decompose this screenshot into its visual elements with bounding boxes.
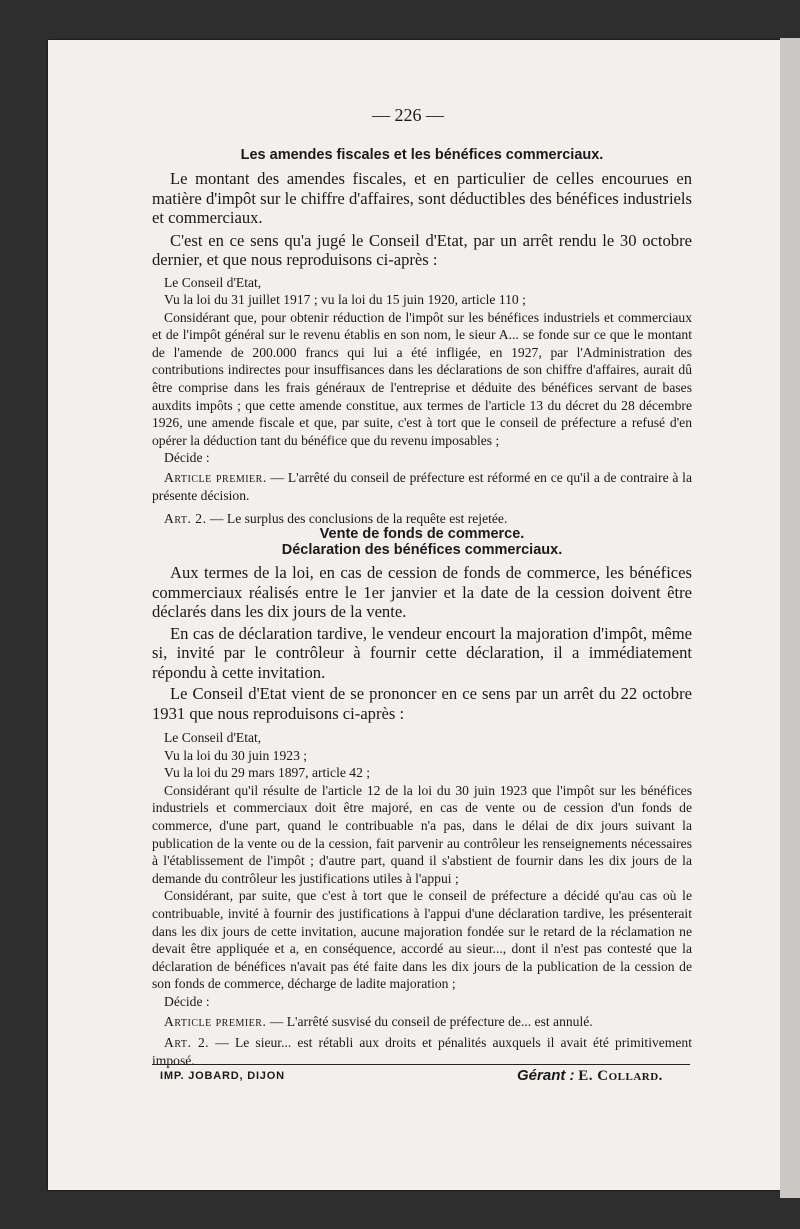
- article-label: Art. 2.: [164, 1035, 210, 1051]
- section-fiscal-fines: [152, 147, 692, 528]
- decision-text: Décide :: [164, 450, 210, 466]
- section-title: Vente de fonds de commerce.: [319, 526, 525, 542]
- section-business-sale: [152, 526, 692, 1069]
- section-title: Les amendes fiscales et les bénéfices commerciaux.: [240, 147, 604, 163]
- paragraph: C'est en ce sens qu'a jugé le Conseil d'Etat, par un arrêt rendu le 30 octobre dernier, et que nous reproduisons ci-après :: [152, 230, 692, 269]
- paragraph: En cas de déclaration tardive, le vendeur encourt la majoration d'impôt, même si, invité par le contrôleur à fournir cette déclaration, il a immédiatement répondu à cette invitation.: [152, 623, 692, 682]
- manager-signature: [517, 1067, 663, 1085]
- article-label: Article premier.: [164, 1013, 267, 1029]
- page-number: — 226 —: [372, 105, 444, 125]
- manager-label: Gérant :: [517, 1067, 575, 1084]
- decision-text: Décide :: [164, 993, 210, 1009]
- article-text: — Le surplus des conclusions de la requête est rejetée.: [206, 511, 508, 527]
- page-edge: [780, 38, 800, 1198]
- article-1: [152, 1013, 692, 1031]
- decision-text: Vu la loi du 29 mars 1897, article 42 ;: [164, 765, 371, 781]
- decision-text: Considérant qu'il résulte de l'article 12 de la loi du 30 juin 1923 que l'impôt sur les bénéfices industriels et commerciaux doit être majoré, en cas de vente ou de cession d'un fonds de commerce, d'une part, quand le contribuable n'a pas, dans le délai de dix jours suivant la publication de la vente ou de la cession, fait parvenir au contrôleur les renseignements nécessaires à l'établissement de l'impôt ; d'autre part, quand il s'abstient de fournir dans les dix jours de la demande du contrôleur les justifications utiles à l'appui ;: [152, 782, 692, 886]
- section-subtitle: Déclaration des bénéfices commerciaux.: [281, 542, 563, 558]
- article-text: — L'arrêté susvisé du conseil de préfecture de... est annulé.: [266, 1013, 593, 1029]
- printer-imprint: IMP. JOBARD, DIJON: [160, 1070, 285, 1082]
- manager-name: E. Collard.: [578, 1068, 663, 1084]
- decision-text: Vu la loi du 30 juin 1923 ;: [164, 747, 308, 763]
- article-text: — Le sieur... est rétabli aux droits et pénalités auxquels il avait été primitivement imposé.: [152, 1035, 692, 1068]
- decision-text: Vu la loi du 31 juillet 1917 ; vu la loi du 15 juin 1920, article 110 ;: [164, 292, 526, 308]
- article-label: Art. 2.: [164, 511, 207, 527]
- decision-text: Le Conseil d'Etat,: [164, 730, 262, 745]
- decision-text: Le Conseil d'Etat,: [164, 274, 262, 290]
- article-label: Article premier.: [164, 470, 267, 486]
- article-text: — L'arrêté du conseil de préfecture est réformé en ce qu'il a de contraire à la présente décision.: [152, 470, 692, 503]
- paragraph: Aux termes de la loi, en cas de cession de fonds de commerce, les bénéfices commerciaux réalisés entre le 1er janvier et la date de la cession doivent être déclarés dans les dix jours de la vente.: [152, 563, 692, 621]
- paragraph: Le Conseil d'Etat vient de se prononcer en ce sens par un arrêt du 22 octobre 1931 que nous reproduisons ci-après :: [152, 684, 692, 723]
- footer-rule: [152, 1064, 690, 1065]
- decision-text: Considérant que, pour obtenir réduction de l'impôt sur les bénéfices industriels et commerciaux et de l'impôt général sur le revenu établis en son nom, le sieur A... se fonde sur ce que le montant de l'amende de 200.000 francs qui lui a été infligée, en 1927, par l'Administration des contributions indirectes pour insuffisances dans les déclarations de son chiffre d'affaires, aurait dû être comprise dans les frais généraux de l'entreprise et déduite des bénéfices servant de bases auxdits impôts ; que cette amende constitue, aux termes de l'article 13 du décret du 28 décembre 1926, une amende fiscale et que, par suite, c'est à tort que le conseil de préfecture a refusé d'en opérer la déduction tant du bénéfice que du revenu imposables ;: [152, 309, 692, 448]
- paragraph: Le montant des amendes fiscales, et en particulier de celles encourues en matière d'impôt sur le chiffre d'affaires, sont déductibles des bénéfices industriels et commerciaux.: [152, 169, 692, 227]
- decision-text: Considérant, par suite, que c'est à tort que le conseil de préfecture a décidé qu'au cas où le contribuable, invité à fournir des justifications à l'appui d'une déclaration tardive, les présenterait dans les dix jours de cette invitation, aucune majoration fondée sur le retard de la réclamation ne devait être appliquée et a, en conséquence, accordé au sieur..., dont il n'est pas contesté que la déclaration de bénéfices n'avait pas été faite dans les dix jours de la publication de la cession de son fonds de commerce, décharge de ladite majoration ;: [152, 888, 692, 992]
- article-1: [152, 469, 692, 504]
